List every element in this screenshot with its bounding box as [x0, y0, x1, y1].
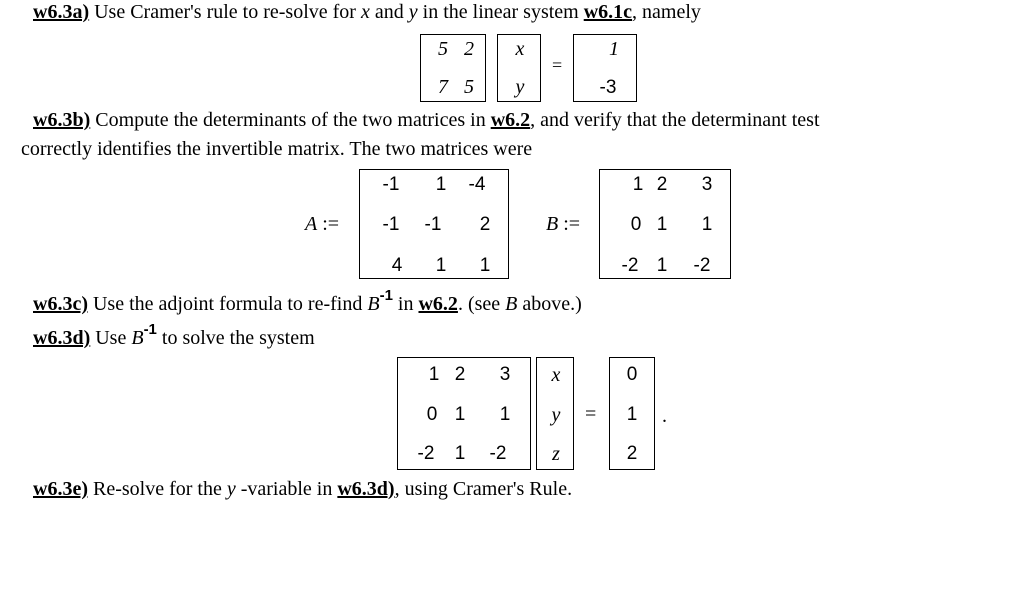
matrix-cell: -4	[468, 174, 486, 195]
vector-cell: y	[515, 76, 525, 98]
problem-text: Use the adjoint formula to re-find	[92, 293, 363, 315]
problem-w63e-line	[33, 479, 572, 499]
reference-link: w6.2	[418, 293, 458, 315]
rhs-vector	[573, 34, 637, 102]
equals-sign: =	[552, 55, 563, 75]
matrix-cell: 1	[454, 443, 466, 464]
inverse-superscript: -1	[379, 287, 393, 304]
rhs-vector	[609, 357, 655, 470]
matrix-cell: -2	[693, 255, 711, 276]
problem-label: w6.3e)	[33, 478, 88, 500]
problem-w63a-line	[33, 2, 701, 22]
matrix-cell: 1	[701, 214, 713, 235]
vector-cell: 0	[626, 364, 638, 385]
problem-text: -variable in	[240, 478, 333, 500]
variable-vector	[497, 34, 541, 102]
vector-cell: z	[552, 443, 560, 465]
matrix-b-label: B :=	[546, 213, 581, 235]
problem-text: Use Cramer's rule to re-solve for	[94, 1, 356, 23]
matrix-cell: -2	[489, 443, 507, 464]
problem-label: w6.3a)	[33, 1, 90, 23]
equals-sign: =	[585, 403, 597, 425]
matrix-cell: 1	[632, 174, 644, 195]
problem-text: above.)	[522, 293, 582, 315]
matrix-cell: 4	[391, 255, 403, 276]
matrix-b-ref: B	[367, 293, 380, 315]
problem-w63c-line	[33, 287, 582, 315]
matrix-a-label: A :=	[305, 213, 340, 235]
matrix-cell: 2	[479, 214, 491, 235]
matrix-cell: 1	[479, 255, 491, 276]
var-y: y	[408, 1, 418, 23]
matrix-cell: -2	[621, 255, 639, 276]
reference-link: w6.1c	[583, 1, 633, 23]
matrix-cell: 2	[656, 174, 668, 195]
matrix-cell: 1	[435, 174, 447, 195]
vector-cell: 1	[626, 404, 638, 425]
vector-cell: y	[551, 404, 561, 426]
matrix-cell: 1	[499, 404, 511, 425]
vector-cell: -3	[599, 77, 617, 98]
reference-link: w6.3d)	[337, 478, 395, 500]
vector-cell: x	[551, 364, 561, 386]
problem-label: w6.3b)	[33, 109, 91, 131]
reference-link: w6.2	[490, 109, 531, 131]
matrix-cell: 5	[464, 76, 474, 98]
matrix-cell: 1	[435, 255, 447, 276]
matrix-cell: -2	[417, 443, 435, 464]
coefficient-matrix	[420, 34, 486, 102]
matrix-cell: 5	[438, 38, 448, 60]
matrix-cell: 3	[701, 174, 713, 195]
var-x: x	[360, 1, 370, 23]
var-y: y	[226, 478, 236, 500]
matrix-cell: 1	[454, 404, 466, 425]
problem-text: Compute the determinants of the two matrices in	[95, 109, 486, 131]
problem-text: in	[397, 293, 414, 315]
problem-text: Re-solve for the	[92, 478, 222, 500]
matrix-a	[359, 169, 509, 279]
vector-cell: 1	[609, 38, 619, 60]
problem-text: , using Cramer's Rule.	[394, 478, 573, 500]
problem-text: , namely	[632, 1, 701, 23]
matrix-cell: -1	[382, 174, 400, 195]
problem-w63b-line2: correctly identifies the invertible matrix. The two matrices were	[21, 138, 533, 160]
problem-text: , and verify that the determinant test	[530, 109, 820, 131]
matrix-cell: -1	[424, 214, 442, 235]
matrix-cell: 0	[630, 214, 642, 235]
vector-cell: x	[515, 38, 525, 60]
inverse-superscript: -1	[143, 321, 157, 338]
matrix-b-ref: B	[505, 293, 518, 315]
matrix-b-ref: B	[131, 327, 144, 349]
matrix-cell: 1	[656, 214, 668, 235]
matrix-cell: 2	[464, 38, 474, 60]
problem-text: . (see	[457, 293, 501, 315]
problem-text: and	[374, 1, 404, 23]
matrix-cell: 7	[438, 76, 448, 98]
matrix-b	[599, 169, 731, 279]
system-matrix	[397, 357, 531, 470]
problem-w63b-line1	[33, 110, 820, 130]
matrix-cell: -1	[382, 214, 400, 235]
matrix-cell: 1	[656, 255, 668, 276]
matrix-cell: 3	[499, 364, 511, 385]
problem-label: w6.3d)	[33, 327, 91, 349]
vector-cell: 2	[626, 443, 638, 464]
period: .	[662, 405, 667, 427]
problem-w63d-line	[33, 321, 315, 349]
problem-text: in the linear system	[422, 1, 579, 23]
matrix-cell: 2	[454, 364, 466, 385]
problem-label: w6.3c)	[33, 293, 88, 315]
problem-text: to solve the system	[161, 327, 315, 349]
problem-text: Use	[95, 327, 127, 349]
matrix-cell: 1	[428, 364, 440, 385]
matrix-cell: 0	[426, 404, 438, 425]
variable-vector	[536, 357, 574, 470]
